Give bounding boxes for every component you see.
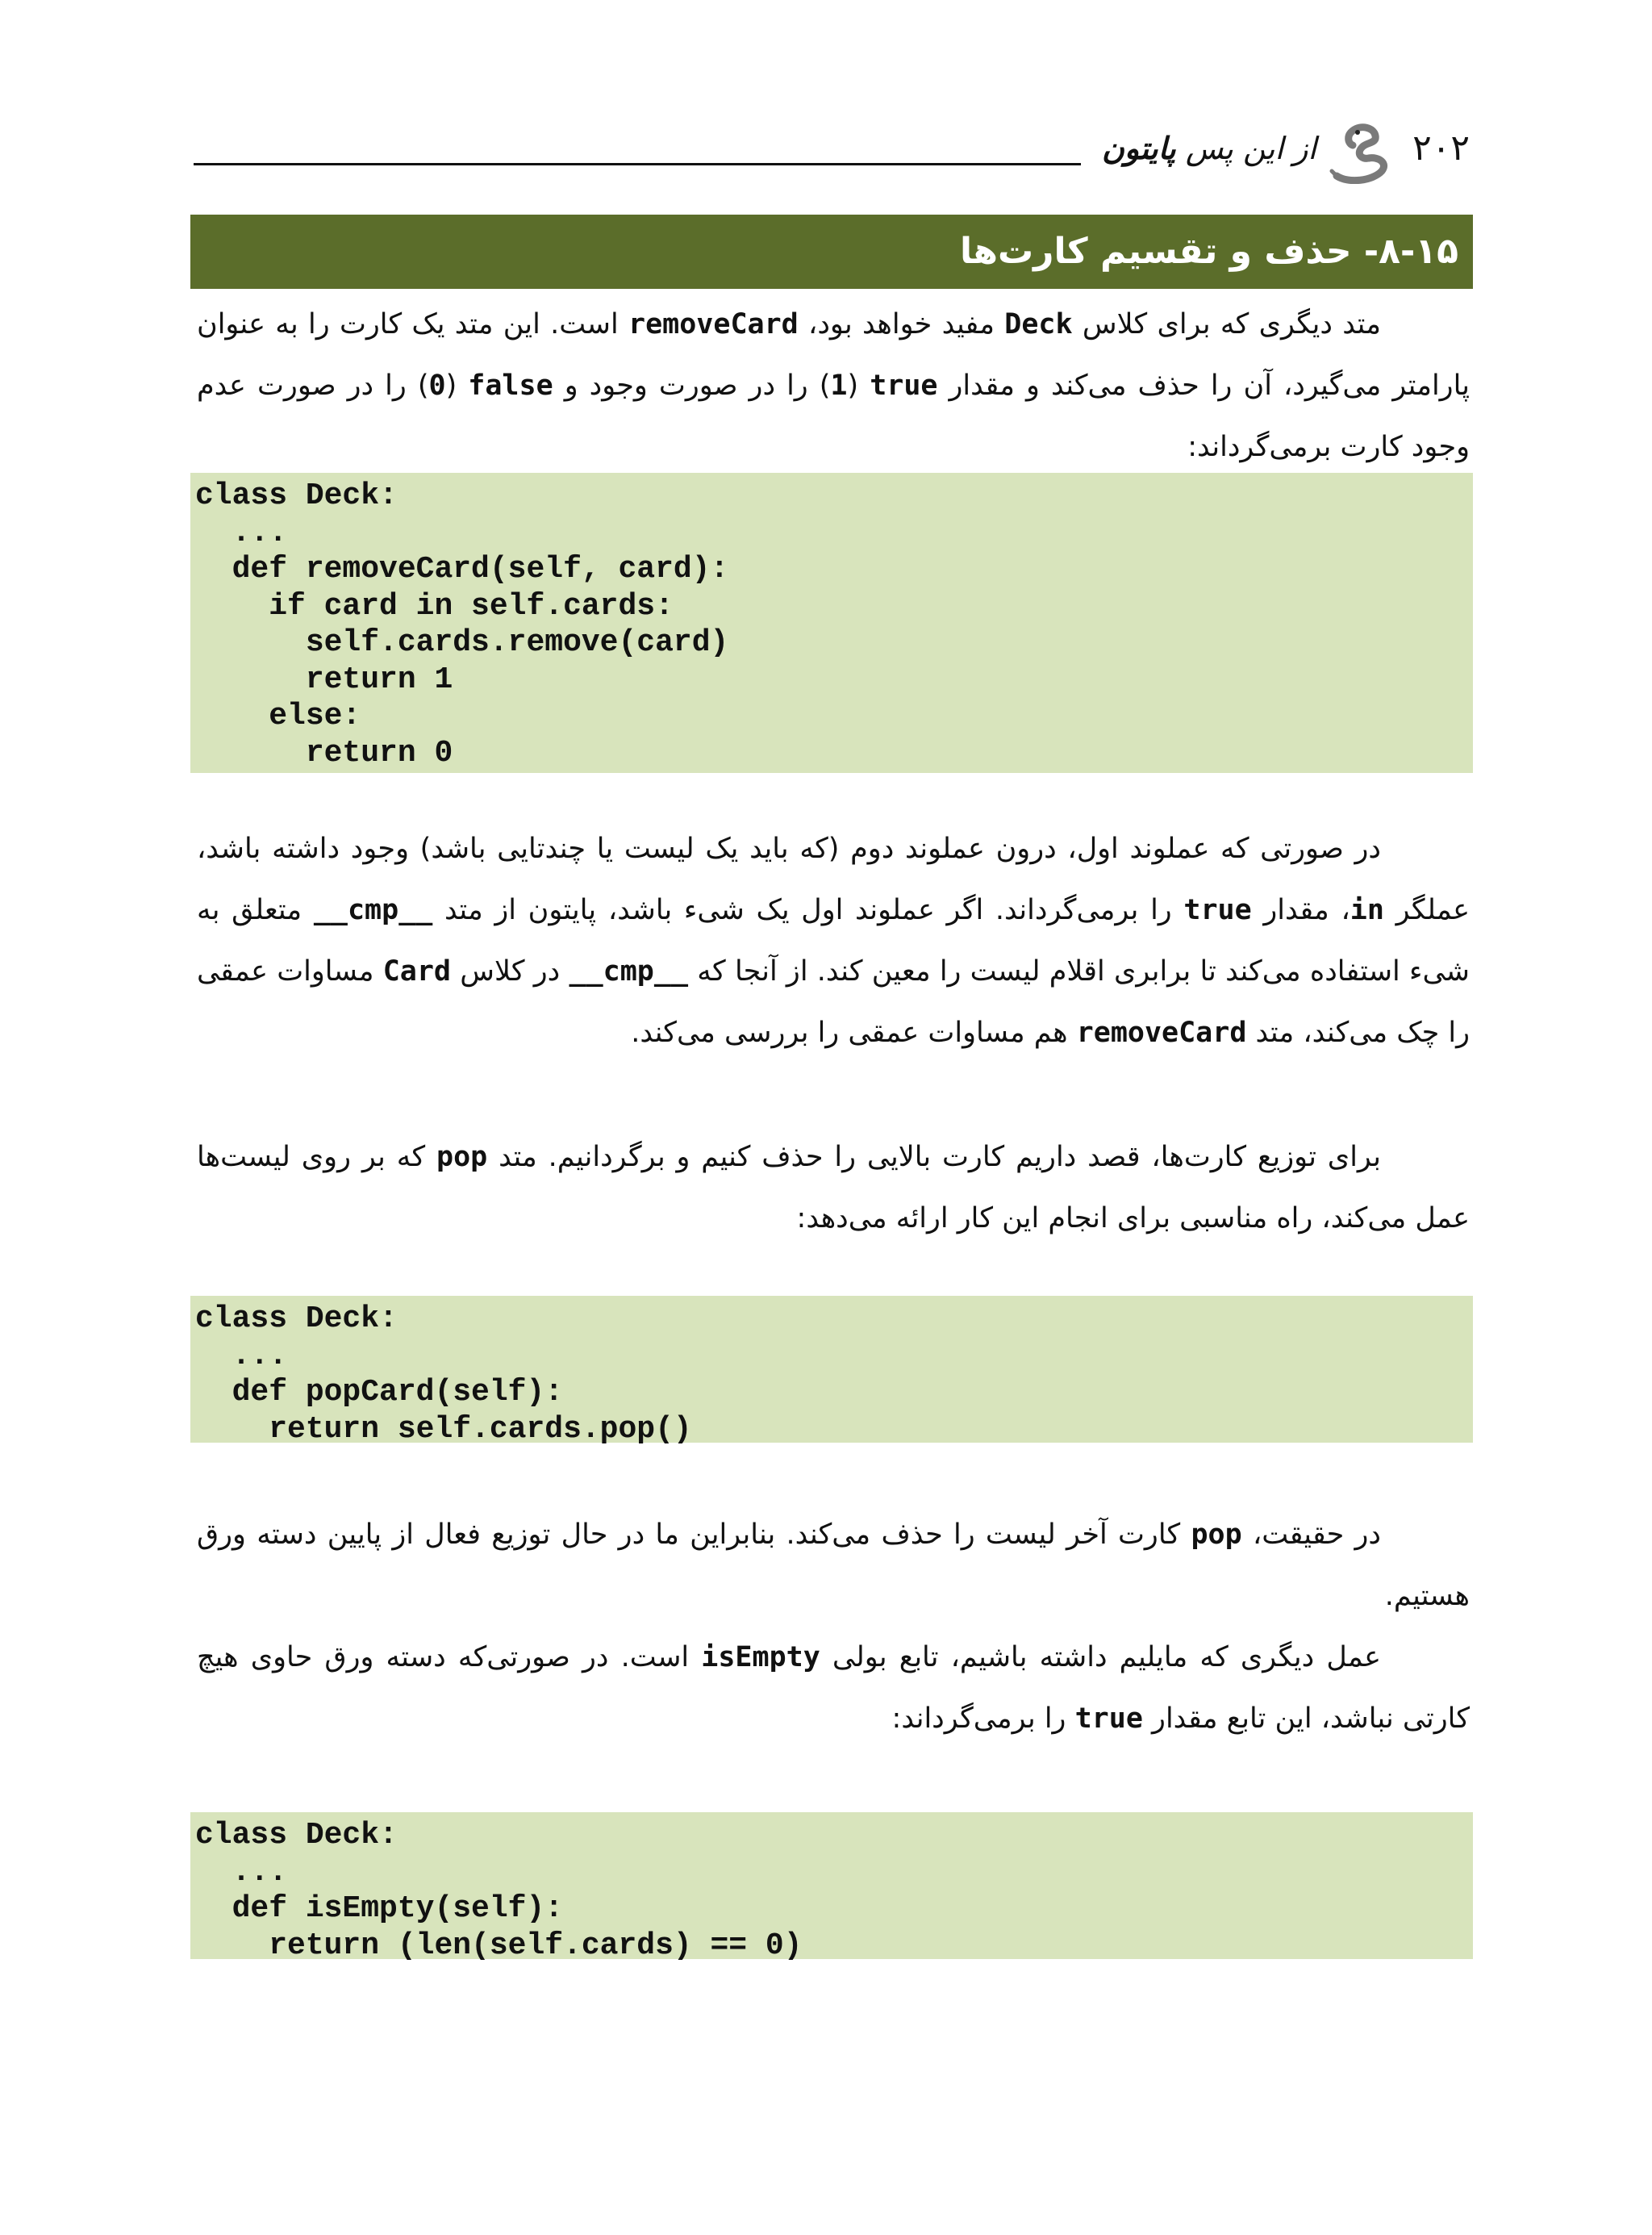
paragraph-pop-method	[197, 1126, 1470, 1249]
page-number: ۲۰۲	[1412, 127, 1470, 169]
inline-code: Card	[382, 955, 451, 988]
code-block-is-empty	[190, 1812, 1473, 1963]
text-run: برای توزیع کارت‌ها، قصد داریم کارت بالایی را حذف کنیم و برگردانیم. متد	[499, 1141, 1381, 1173]
text-run: مساوات عمقی را چک می‌کند، متد	[197, 955, 1470, 1049]
code-line: def isEmpty(self):	[195, 1891, 564, 1926]
text-run: هم مساوات عمقی را بررسی می‌کند.	[631, 1017, 1068, 1049]
code-line: class Deck:	[195, 478, 398, 513]
text-run: که بر روی لیست‌ها عمل می‌کند، راه مناسبی برای انجام این کار ارائه می‌دهد:	[197, 1141, 1470, 1234]
inline-code: true	[870, 370, 938, 402]
text-run: است. این متد یک کارت را به عنوان پارامتر می‌گیرد، آن را حذف می‌کند و مقدار	[197, 308, 1470, 402]
inline-code: true	[1183, 894, 1252, 926]
text-run: متعلق به شیء استفاده می‌کند تا برابری اقلام لیست را معین کند. از آنجا که	[197, 894, 1470, 988]
inline-code: __cmp__	[569, 955, 689, 988]
paragraph-is-empty	[197, 1627, 1470, 1749]
paragraph-pop-explanation	[197, 1504, 1470, 1627]
code-line: ...	[195, 515, 288, 550]
code-line: class Deck:	[195, 1818, 398, 1853]
text-run: را برمی‌گرداند:	[891, 1702, 1066, 1735]
inline-code: pop	[1191, 1519, 1242, 1551]
text-run: در حقیقت،	[1252, 1519, 1381, 1551]
page-header	[194, 121, 1470, 178]
inline-code: 1	[830, 370, 848, 402]
text-run: (	[445, 370, 457, 402]
inline-code: isEmpty	[701, 1641, 820, 1673]
text-run: است. در صورتی‌که دسته ورق حاوی هیچ کارتی نباشد، این تابع مقدار	[197, 1641, 1470, 1735]
snake-logo-icon	[1329, 121, 1393, 184]
book-title-bold: پایتون	[1102, 131, 1176, 166]
code-line: ...	[195, 1854, 288, 1890]
inline-code: in	[1350, 894, 1384, 926]
inline-code: __cmp__	[313, 894, 433, 926]
code-line: class Deck:	[195, 1301, 398, 1336]
section-heading: ۸-۱۵- حذف و تقسیم کارت‌ها	[190, 215, 1473, 289]
code-line: ...	[195, 1338, 288, 1373]
code-block-pop-card	[190, 1296, 1473, 1447]
code-line: self.cards.remove(card)	[195, 625, 729, 660]
text-run: متد دیگری که برای کلاس	[1082, 308, 1381, 340]
inline-code: false	[468, 370, 553, 402]
code-line: if card in self.cards:	[195, 588, 674, 624]
text-run: کارت آخر لیست را حذف می‌کند. بنابراین ما در حال توزیع فعال از پایین دسته ورق هستیم.	[197, 1519, 1470, 1612]
inline-code: Deck	[1004, 308, 1073, 340]
paragraph-remove-card	[197, 294, 1470, 478]
text-run: در صورتی که عملوند اول، درون عملوند دوم (که باید یک لیست یا چندتایی باشد) وجود داشته باشد، عملگر	[197, 833, 1470, 926]
code-block-remove-card	[190, 473, 1473, 773]
text-run: مفید خواهد بود،	[808, 308, 995, 340]
header-rule	[194, 163, 1081, 165]
text-run: را برمی‌گرداند. اگر عملوند اول یک شیء باشد، پایتون از متد	[444, 894, 1172, 926]
code-line: return (len(self.cards) == 0)	[195, 1928, 803, 1963]
code-line: return self.cards.pop()	[195, 1411, 692, 1447]
inline-code: pop	[436, 1141, 488, 1173]
text-run: ) را در صورت وجود و	[564, 370, 831, 402]
book-title-prefix: از این پس	[1185, 131, 1316, 166]
code-line: def popCard(self):	[195, 1375, 564, 1410]
code-line: else:	[195, 699, 361, 733]
text-run: ، مقدار	[1263, 894, 1350, 926]
code-line: def removeCard(self, card):	[195, 552, 729, 587]
text-run: ) را در صورت عدم وجود کارت برمی‌گرداند:	[197, 370, 1470, 463]
paragraph-in-operator	[197, 818, 1470, 1063]
inline-code: removeCard	[1076, 1017, 1247, 1049]
code-line: return 0	[195, 735, 453, 771]
inline-code: removeCard	[628, 308, 799, 340]
book-title	[1102, 131, 1316, 166]
code-line: return 1	[195, 662, 453, 697]
inline-code: 0	[428, 370, 446, 402]
text-run: در کلاس	[460, 955, 561, 988]
text-run: عمل دیگری که مایلیم داشته باشیم، تابع بولی	[832, 1641, 1381, 1673]
text-run: (	[847, 370, 859, 402]
inline-code: true	[1074, 1702, 1143, 1735]
